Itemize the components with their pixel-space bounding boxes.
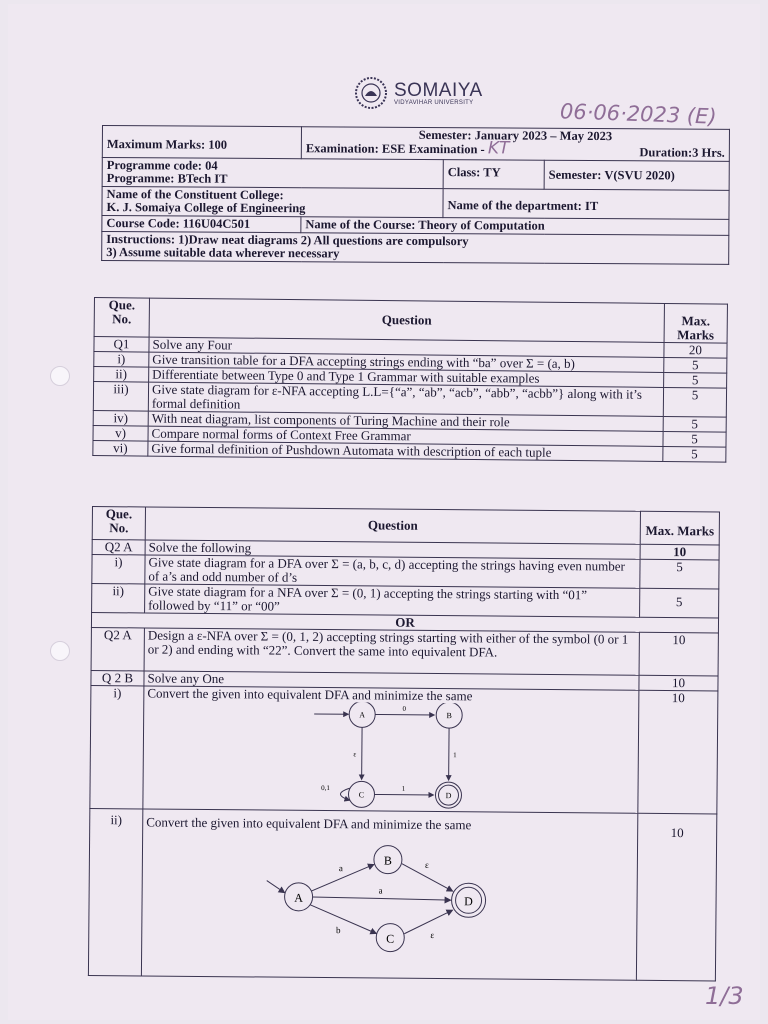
edge-label: 1: [401, 784, 406, 793]
handwritten-kt: KT: [487, 138, 510, 159]
college-name: K. J. Somaiya College of Engineering: [106, 200, 306, 216]
state-D: D: [464, 894, 473, 909]
logo-name: SOMAIYA: [394, 79, 483, 101]
class: Class: TY: [443, 160, 544, 190]
col-que-no: Que. No.: [92, 507, 145, 540]
table-row: i) Give transition table for a DFA accepting strings ending with “ba” over Σ = (a, b) 5: [94, 352, 727, 374]
table-row: ii) Convert the given into equivalent DFA and minimize the same A B C D a ε a b ε 10: [88, 808, 716, 980]
programme-code: Programme code: 04: [106, 158, 218, 173]
q2-table: [88, 506, 720, 981]
edge-label: a: [338, 863, 343, 874]
state-C: C: [358, 790, 365, 800]
state-A: A: [359, 710, 366, 720]
table-row: i) Give state diagram for a DFA over Σ = (a, b, c, d) accepting the strings having even number of a’s and odd number of d’s 5: [92, 555, 719, 589]
table-row: v) Compare normal forms of Context Free Grammar 5: [93, 425, 726, 447]
course-name: Name of the Course: Theory of Computation: [301, 217, 729, 236]
or-separator: OR: [91, 613, 718, 633]
logo-emblem-icon: [354, 76, 388, 110]
handwritten-date: 06·06·2023 (E): [559, 99, 717, 129]
table-row: Q 2 B Solve any One 10: [91, 670, 718, 690]
edge-label: 1: [453, 751, 457, 760]
q1-table: [92, 297, 728, 463]
examination: Examination: ESE Examination -: [305, 141, 485, 157]
col-que-no: Que. No.: [94, 298, 149, 338]
col-max-marks: Max. Marks: [640, 511, 719, 545]
instructions-line-2: 3) Assume suitable data wherever necessary: [106, 245, 340, 261]
department: Name of the department: IT: [443, 189, 729, 220]
table-row: iv) With neat diagram, list components of Turing Machine and their role 5: [93, 410, 726, 432]
edge-label: ε: [430, 929, 435, 941]
state-D: D: [445, 791, 452, 801]
punch-hole: [50, 366, 70, 386]
table-row: i) Convert the given into equivalent DFA and minimize the same A B C D 0 ε 1 1 0,1 10: [90, 685, 718, 813]
col-question: Question: [145, 507, 640, 544]
handwritten-page-number: 1/3: [705, 982, 744, 1010]
state-C: C: [386, 931, 395, 946]
q2b-ii-question: Convert the given into equivalent DFA and minimize the same: [146, 814, 472, 833]
exam-header-table: [101, 125, 730, 265]
nfa-diagram-1: [303, 702, 504, 816]
state-B: B: [383, 853, 392, 868]
edge-label: b: [336, 925, 341, 936]
instructions-line-1: Instructions: 1)Draw neat diagrams 2) All questions are compulsory: [106, 232, 469, 249]
college-label: Name of the Constituent College:: [106, 187, 284, 203]
state-B: B: [446, 711, 452, 721]
edge-label: ε: [424, 859, 429, 870]
table-row: Q2 A Solve the following 10: [92, 540, 719, 560]
table-row: iii) Give state diagram for ε-NFA accepting L.L={“a”, “ab”, “acb”, “abb”, “acbb”} along with it’s formal definition 5: [93, 382, 726, 418]
col-question: Question: [149, 298, 664, 342]
duration: Duration:3 Hrs.: [639, 145, 725, 160]
semester-range: Semester: January 2023 – May 2023: [418, 127, 613, 144]
table-row: ii) Give state diagram for a NFA over Σ = (0, 1) accepting the strings starting with “01” followed by “11” or “00” 5: [92, 584, 719, 618]
edge-label: a: [378, 885, 383, 896]
punch-hole: [50, 641, 70, 661]
course-code: Course Code: 116U04C501: [102, 216, 301, 233]
q2b-i-question: Convert the given into equivalent DFA and minimize the same: [147, 685, 473, 704]
table-row: ii) Differentiate between Type 0 and Type 1 Grammar with suitable examples 5: [94, 367, 727, 389]
table-row: vi) Give formal definition of Pushdown Automata with description of each tuple 5: [93, 440, 726, 462]
nfa-diagram-2: [260, 828, 501, 965]
semester: Semester: V(SVU 2020): [544, 160, 729, 190]
edge-label: 0,1: [321, 784, 330, 793]
table-row: Q1 Solve any Four 20: [94, 337, 727, 359]
university-logo: [354, 76, 483, 110]
max-marks: Maximum Marks: 100: [102, 126, 301, 159]
exam-paper: [8, 4, 760, 1020]
col-max-marks: Max. Marks: [664, 303, 727, 343]
programme: Programme: BTech IT: [106, 171, 228, 186]
table-row: Q2 A Design a ε-NFA over Σ = (0, 1, 2) accepting strings starting with either of the symbol (0 or 1 or 2) and ending with “22”. Convert the same into equivalent DFA. 10: [91, 627, 718, 675]
logo-subtitle: VIDYAVIHAR UNIVERSITY: [394, 99, 474, 106]
edge-label: 0: [402, 704, 407, 713]
edge-label: ε: [353, 750, 357, 759]
state-A: A: [294, 890, 303, 905]
